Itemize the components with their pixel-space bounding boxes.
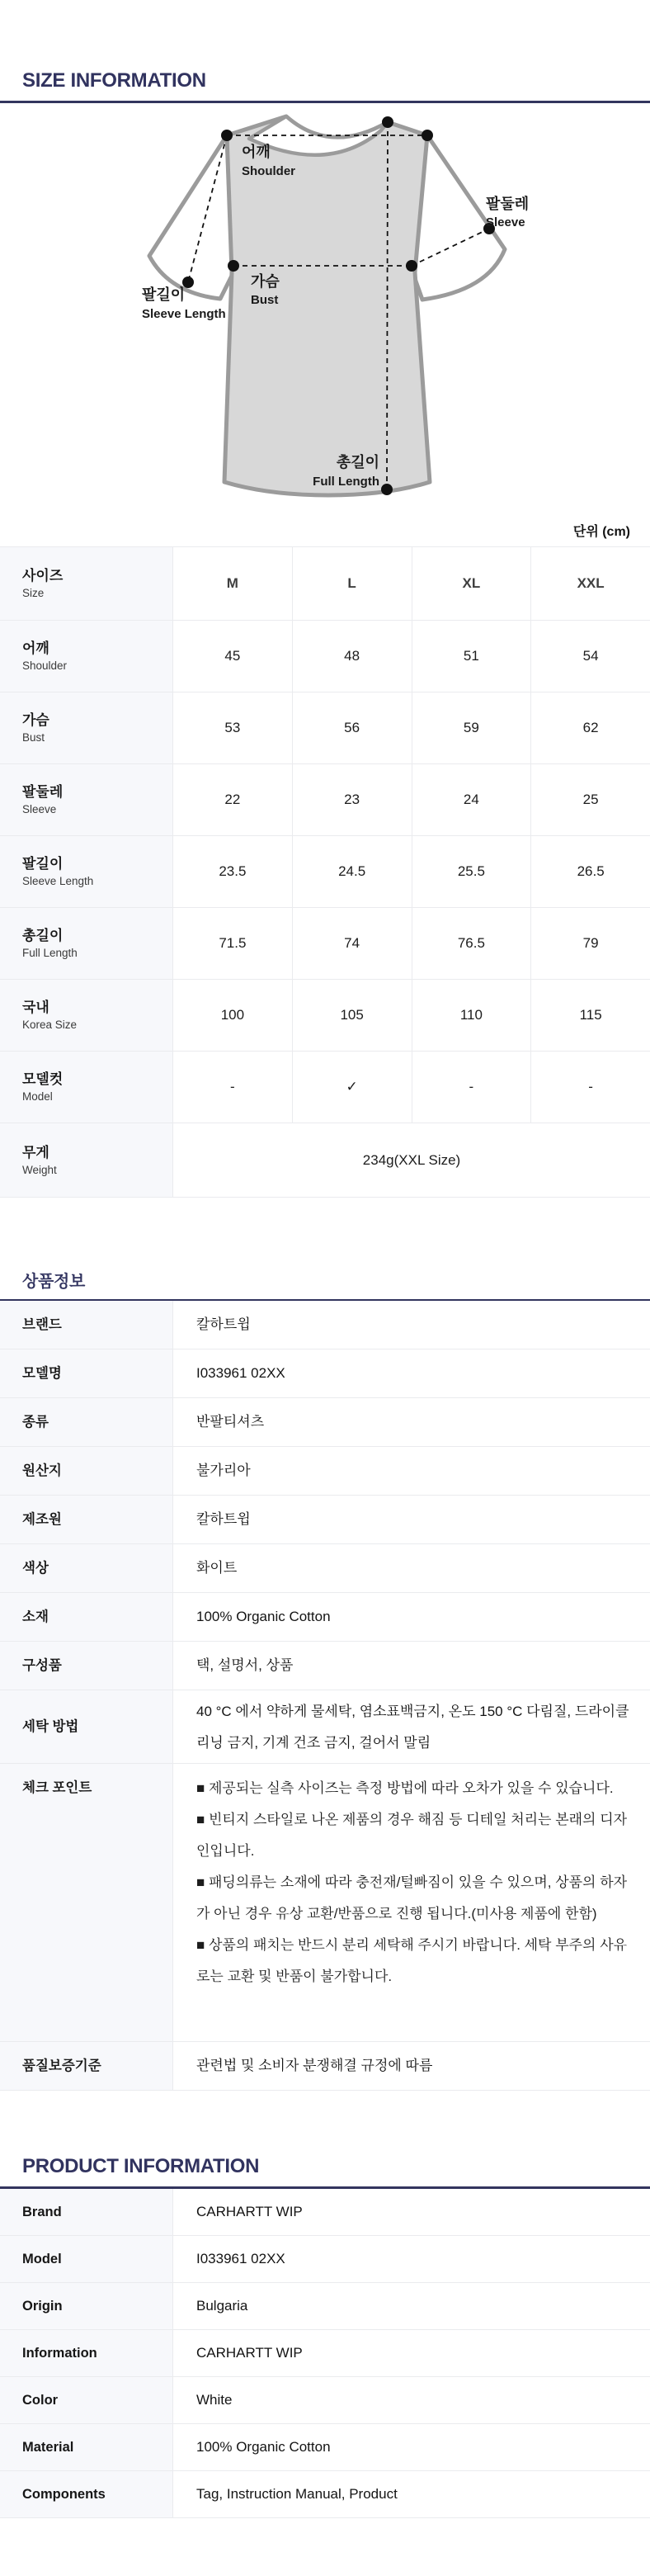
- row-label-en: Model: [22, 1090, 53, 1103]
- info-value: I033961 02XX: [172, 2236, 650, 2282]
- row-label: [0, 836, 172, 907]
- cell-value: 76.5: [412, 908, 531, 979]
- info-label: 품질보증기준: [0, 2042, 172, 2090]
- cell-value: 74: [292, 908, 412, 979]
- row-label: [0, 1052, 172, 1123]
- info-row-model: [0, 1349, 650, 1398]
- cell-value: 105: [292, 980, 412, 1051]
- cell-value: 56: [292, 692, 412, 763]
- row-label: [0, 764, 172, 835]
- info-row-wash-method: [0, 1690, 650, 1764]
- cell-value: 23: [292, 764, 412, 835]
- info-row-manufacturer: [0, 1496, 650, 1544]
- product-info-en-section: [0, 2155, 650, 2518]
- sleeve-length-label-en: Sleeve Length: [142, 307, 226, 321]
- en-row-material: [0, 2424, 650, 2471]
- row-label: [0, 621, 172, 692]
- table-row-sleeve-length: [0, 836, 650, 908]
- header-label-en: Size: [22, 587, 45, 599]
- info-value: White: [172, 2377, 650, 2423]
- cell-value: 110: [412, 980, 531, 1051]
- info-value: 칼하트윕: [172, 1301, 650, 1349]
- info-label: Information: [0, 2330, 172, 2376]
- info-label: Components: [0, 2471, 172, 2517]
- tshirt-diagram-svg: [0, 103, 650, 546]
- bust-label-en: Bust: [251, 293, 279, 307]
- row-label-ko: 총길이: [22, 928, 64, 943]
- size-header-label: [0, 547, 172, 620]
- cell-value: 51: [412, 621, 531, 692]
- product-info-en-table: [0, 2189, 650, 2518]
- info-value: Tag, Instruction Manual, Product: [172, 2471, 650, 2517]
- unit-cm-label: 단위 (cm): [572, 525, 630, 539]
- size-information-section: [0, 0, 650, 1198]
- info-label: 제조원: [0, 1496, 172, 1543]
- table-row-sleeve: [0, 764, 650, 836]
- info-label: 체크 포인트: [0, 1764, 172, 2041]
- info-row-components: [0, 1642, 650, 1690]
- info-label: Model: [0, 2236, 172, 2282]
- check-bullet: ■ 상품의 패치는 반드시 분리 세탁해 주시기 바랍니다. 세탁 부주의 사유로는 교환 및 반품이 불가합니다.: [196, 1937, 628, 1984]
- row-label-ko: 무게: [22, 1144, 49, 1160]
- row-label-en: Shoulder: [22, 659, 68, 672]
- info-value: I033961 02XX: [172, 1349, 650, 1397]
- info-label: Brand: [0, 2189, 172, 2235]
- en-row-origin: [0, 2283, 650, 2330]
- info-row-origin: [0, 1447, 650, 1496]
- shoulder-label-en: Shoulder: [242, 164, 296, 178]
- size-information-title: SIZE INFORMATION: [22, 69, 206, 92]
- cell-value: -: [530, 1052, 650, 1123]
- size-table-header-row: [0, 547, 650, 621]
- row-label-ko: 모델컷: [22, 1071, 64, 1087]
- cell-value: 100: [172, 980, 292, 1051]
- en-row-color: [0, 2377, 650, 2424]
- table-row-shoulder: [0, 621, 650, 692]
- header-label-ko: 사이즈: [22, 568, 64, 584]
- info-row-brand: [0, 1301, 650, 1349]
- cell-value: 53: [172, 692, 292, 763]
- cell-value: 45: [172, 621, 292, 692]
- en-row-model: [0, 2236, 650, 2283]
- cell-value: 24.5: [292, 836, 412, 907]
- info-label: 원산지: [0, 1447, 172, 1495]
- cell-value: 115: [530, 980, 650, 1051]
- info-label: 브랜드: [0, 1301, 172, 1349]
- en-row-information: [0, 2330, 650, 2377]
- row-label-ko: 팔길이: [22, 856, 64, 872]
- table-row-bust: [0, 692, 650, 764]
- info-value: 관련법 및 소비자 분쟁해결 규정에 따름: [172, 2042, 650, 2090]
- info-label: Color: [0, 2377, 172, 2423]
- row-label-en: Sleeve Length: [22, 875, 94, 887]
- info-row-type: [0, 1398, 650, 1447]
- row-label-en: Bust: [22, 731, 45, 744]
- size-col-xl: XL: [412, 547, 531, 620]
- cell-value: 24: [412, 764, 531, 835]
- info-value: Bulgaria: [172, 2283, 650, 2329]
- table-row-korea-size: [0, 980, 650, 1052]
- info-value: 100% Organic Cotton: [172, 2424, 650, 2470]
- product-info-en-title: PRODUCT INFORMATION: [22, 2155, 260, 2177]
- cell-value: -: [172, 1052, 292, 1123]
- shoulder-label-ko: 어깨: [242, 144, 271, 160]
- info-label: 소재: [0, 1593, 172, 1641]
- info-value: 화이트: [172, 1544, 650, 1592]
- cell-value: 59: [412, 692, 531, 763]
- bottom-spacer: [0, 2518, 650, 2576]
- info-row-warranty: [0, 2042, 650, 2091]
- bust-label-ko: 가슴: [251, 273, 280, 290]
- check-point-text: [172, 1764, 650, 2041]
- row-label-en: Korea Size: [22, 1019, 78, 1031]
- model-check-mark: ✓: [292, 1052, 412, 1123]
- table-row-full-length: [0, 908, 650, 980]
- info-label: 모델명: [0, 1349, 172, 1397]
- info-value: 칼하트윕: [172, 1496, 650, 1543]
- cell-value: 48: [292, 621, 412, 692]
- row-label-en: Weight: [22, 1163, 57, 1176]
- full-length-measure-line: [387, 122, 388, 489]
- info-label: Material: [0, 2424, 172, 2470]
- info-value: 불가리아: [172, 1447, 650, 1495]
- check-bullet: ■ 빈티지 스타일로 나온 제품의 경우 해짐 등 디테일 처리는 본래의 디자인입니다.: [196, 1812, 628, 1859]
- info-value: 100% Organic Cotton: [172, 1593, 650, 1641]
- check-bullet: ■ 제공되는 실측 사이즈는 측정 방법에 따라 오차가 있을 수 있습니다.: [196, 1780, 614, 1796]
- cell-value: 23.5: [172, 836, 292, 907]
- info-value: 반팔티셔츠: [172, 1398, 650, 1446]
- cell-value: 71.5: [172, 908, 292, 979]
- cell-value: -: [412, 1052, 531, 1123]
- info-row-color: [0, 1544, 650, 1593]
- cell-value: 62: [530, 692, 650, 763]
- cell-value: 25.5: [412, 836, 531, 907]
- table-row-weight: [0, 1123, 650, 1198]
- info-row-check-point: [0, 1764, 650, 2042]
- cell-value: 22: [172, 764, 292, 835]
- row-label-ko: 국내: [22, 1000, 49, 1015]
- check-bullet: ■ 패딩의류는 소재에 따라 충전재/털빠짐이 있을 수 있으며, 상품의 하자가 아닌 경우 유상 교환/반품으로 진행 됩니다.(미사용 제품에 한함): [196, 1874, 628, 1921]
- row-label-ko: 팔둘레: [22, 784, 64, 800]
- weight-value: 234g(XXL Size): [172, 1123, 650, 1197]
- table-row-model-cut: [0, 1052, 650, 1123]
- sleeve-label-en: Sleeve: [486, 215, 525, 229]
- row-label-ko: 어깨: [22, 640, 49, 656]
- row-label: [0, 1123, 172, 1197]
- sleeve-label-ko: 팔둘레: [486, 196, 530, 212]
- info-label: 세탁 방법: [0, 1690, 172, 1763]
- row-label-en: Full Length: [22, 947, 78, 959]
- product-info-kr-table: [0, 1301, 650, 2091]
- cell-value: 54: [530, 621, 650, 692]
- size-col-m: M: [172, 547, 292, 620]
- info-label: 구성품: [0, 1642, 172, 1690]
- info-label: 색상: [0, 1544, 172, 1592]
- info-label: 종류: [0, 1398, 172, 1446]
- info-label: Origin: [0, 2283, 172, 2329]
- size-col-xxl: XXL: [530, 547, 650, 620]
- row-label-ko: 가슴: [22, 712, 49, 728]
- info-value: 택, 설명서, 상품: [172, 1642, 650, 1690]
- tshirt-measure-diagram: [0, 103, 650, 546]
- en-row-components: [0, 2471, 650, 2518]
- info-value: CARHARTT WIP: [172, 2330, 650, 2376]
- cell-value: 25: [530, 764, 650, 835]
- row-label: [0, 692, 172, 763]
- size-table: [0, 546, 650, 1198]
- product-info-kr-section: [0, 1272, 650, 2091]
- en-row-brand: [0, 2189, 650, 2236]
- size-col-l: L: [292, 547, 412, 620]
- sleeve-length-label-ko: 팔길이: [142, 286, 186, 303]
- info-value: 40 °C 에서 약하게 물세탁, 염소표백금지, 온도 150 °C 다림질, 드라이클리닝 금지, 기계 건조 금지, 걸어서 말림: [172, 1690, 650, 1763]
- full-length-label-ko: 총길이: [336, 454, 379, 470]
- row-label: [0, 980, 172, 1051]
- left-sleeve-shape: [149, 135, 233, 299]
- cell-value: 26.5: [530, 836, 650, 907]
- full-length-label-en: Full Length: [313, 475, 379, 489]
- product-info-kr-title: 상품정보: [22, 1273, 86, 1291]
- info-row-material: [0, 1593, 650, 1642]
- info-value: CARHARTT WIP: [172, 2189, 650, 2235]
- row-label-en: Sleeve: [22, 803, 57, 815]
- cell-value: 79: [530, 908, 650, 979]
- row-label: [0, 908, 172, 979]
